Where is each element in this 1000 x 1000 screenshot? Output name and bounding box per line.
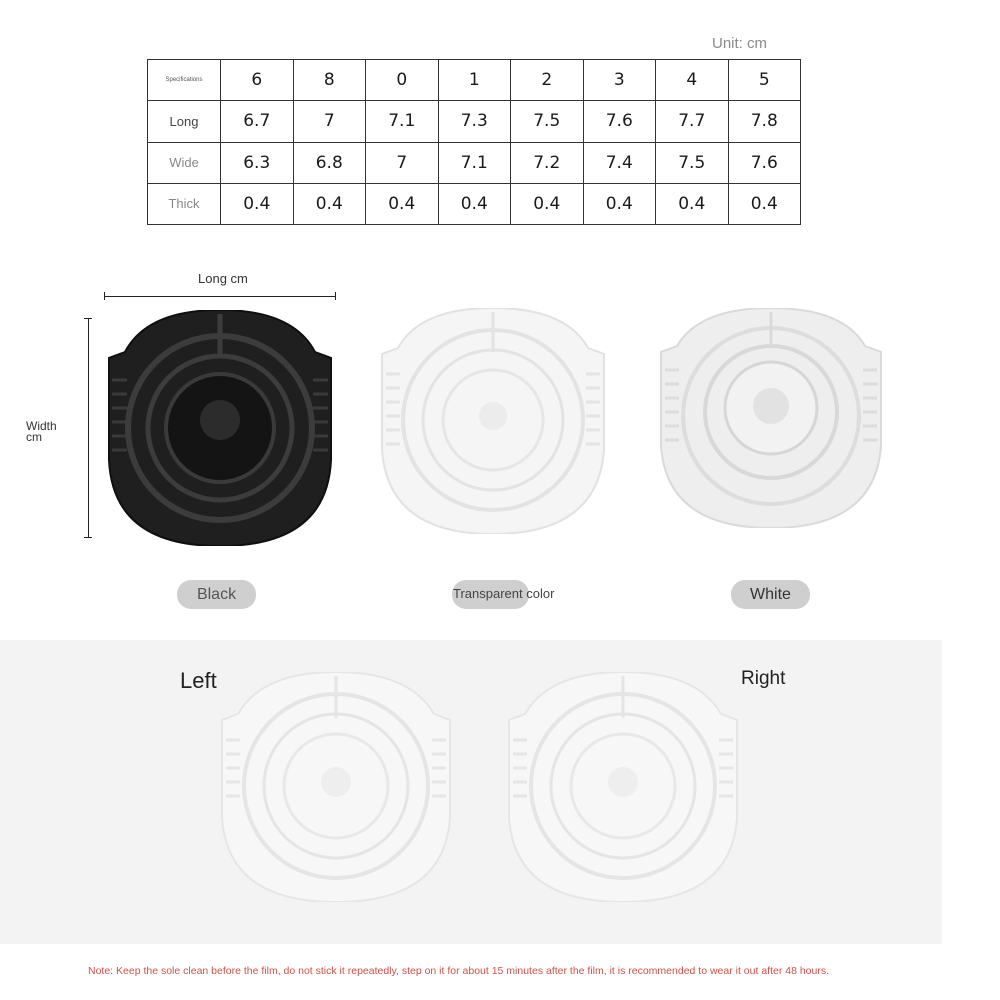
right-side-label: Right	[741, 668, 786, 689]
row-label: Thick	[148, 183, 221, 224]
table-cell: 0.4	[221, 183, 294, 224]
transparent-heel-pad-image	[378, 308, 608, 534]
table-cell: 7	[366, 142, 439, 183]
long-dimension-label: Long cm	[198, 271, 248, 286]
table-cell: 6.8	[293, 142, 366, 183]
table-cell: 7	[293, 101, 366, 142]
table-cell: 0.4	[293, 183, 366, 224]
table-cell: 0.4	[438, 183, 511, 224]
right-heel-pad-image	[505, 672, 741, 902]
table-cell: 0.4	[366, 183, 439, 224]
table-cell: 7.1	[366, 101, 439, 142]
table-header-cell: 0	[366, 60, 439, 101]
table-header-cell: 1	[438, 60, 511, 101]
variant-white-label: White	[731, 580, 810, 609]
dimension-tick	[84, 318, 92, 319]
dimension-tick	[335, 292, 336, 300]
table-cell: 0.4	[583, 183, 656, 224]
table-cell: 0.4	[728, 183, 801, 224]
table-cell: 6.3	[221, 142, 294, 183]
table-cell: 7.1	[438, 142, 511, 183]
table-header-cell: 5	[728, 60, 801, 101]
table-cell: 0.4	[656, 183, 729, 224]
table-cell: 7.5	[656, 142, 729, 183]
left-right-panel	[0, 640, 942, 944]
table-header-cell: Specifications	[148, 60, 221, 101]
black-heel-pad-image	[103, 310, 337, 546]
table-header-cell: 4	[656, 60, 729, 101]
left-side-label: Left	[180, 668, 217, 693]
table-cell: 6.7	[221, 101, 294, 142]
width-label-unit: cm	[26, 430, 42, 444]
variant-transparent-label: Transparent color	[453, 586, 555, 601]
table-cell: 0.4	[511, 183, 584, 224]
variant-black-label: Black	[177, 580, 256, 609]
table-header-cell: 3	[583, 60, 656, 101]
width-dimension-label	[26, 421, 57, 443]
width-dimension-line	[88, 318, 89, 538]
unit-label: Unit: cm	[712, 35, 768, 52]
left-heel-pad-image	[218, 672, 454, 902]
dimension-tick	[84, 537, 92, 538]
table-cell: 7.4	[583, 142, 656, 183]
table-cell: 7.7	[656, 101, 729, 142]
table-row	[148, 101, 801, 142]
dimension-tick	[104, 292, 105, 300]
table-cell: 7.6	[728, 142, 801, 183]
table-cell: 7.6	[583, 101, 656, 142]
table-header-cell: 8	[293, 60, 366, 101]
table-header-row	[148, 60, 801, 101]
table-header-cell: 2	[511, 60, 584, 101]
table-cell: 7.3	[438, 101, 511, 142]
usage-note: Note: Keep the sole clean before the film, do not stick it repeatedly, step on it for about 15 minutes after the film, it is recommended to wear it out after 48 hours.	[88, 965, 830, 977]
size-spec-table	[147, 59, 801, 225]
table-row	[148, 142, 801, 183]
row-label: Long	[148, 101, 221, 142]
table-cell: 7.8	[728, 101, 801, 142]
table-cell: 7.5	[511, 101, 584, 142]
row-label: Wide	[148, 142, 221, 183]
table-row	[148, 183, 801, 224]
table-header-cell: 6	[221, 60, 294, 101]
width-label-line: Width	[26, 419, 57, 433]
white-heel-pad-image	[657, 308, 885, 528]
long-dimension-line	[104, 296, 336, 297]
table-cell: 7.2	[511, 142, 584, 183]
